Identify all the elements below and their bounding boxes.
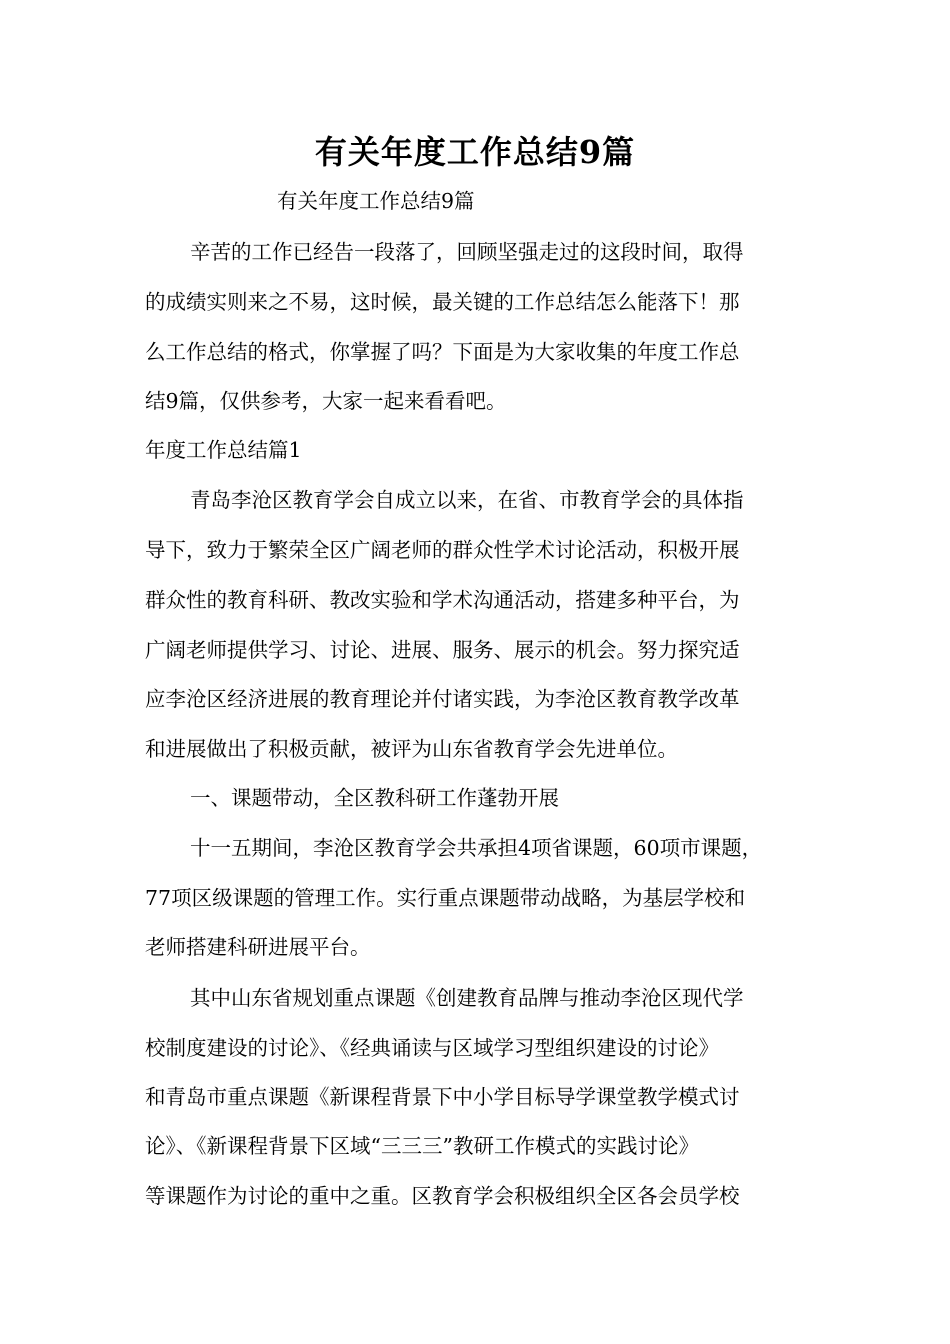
- paragraph-line: 十一五期间，李沧区教育学会共承担4项省课题，60项市课题，: [190, 836, 763, 860]
- paragraph-line: 其中山东省规划重点课题《创建教育品牌与推动李沧区现代学: [190, 986, 744, 1010]
- paragraph-line: 结9篇，仅供参考，大家一起来看看吧。: [145, 389, 507, 413]
- subsection-heading: 一、课题带动，全区教科研工作蓬勃开展: [190, 786, 559, 810]
- paragraph-line: 辛苦的工作已经告一段落了，回顾坚强走过的这段时间，取得: [190, 240, 744, 264]
- paragraph-line: 应李沧区经济进展的教育理论并付诸实践，为李沧区教育教学改革: [145, 687, 740, 711]
- section-heading: 年度工作总结篇1: [145, 438, 302, 462]
- paragraph-line: 等课题作为讨论的重中之重。区教育学会积极组织全区各会员学校: [145, 1184, 740, 1208]
- paragraph-line: 和青岛市重点课题《新课程背景下中小学目标导学课堂教学模式讨: [145, 1085, 740, 1109]
- paragraph-line: 77项区级课题的管理工作。实行重点课题带动战略，为基层学校和: [145, 886, 746, 910]
- paragraph-line: 青岛李沧区教育学会自成立以来，在省、市教育学会的具体指: [190, 488, 744, 512]
- paragraph-line: 老师搭建科研进展平台。: [145, 935, 371, 959]
- paragraph-line: 和进展做出了积极贡献，被评为山东省教育学会先进单位。: [145, 737, 678, 761]
- paragraph-line: 论》、《新课程背景下区域“三三三”教研工作模式的实践讨论》: [145, 1134, 699, 1158]
- paragraph-line: 校制度建设的讨论》、《经典诵读与区域学习型组织建设的讨论》: [145, 1036, 719, 1060]
- document-title: 有关年度工作总结9篇: [314, 133, 636, 171]
- paragraph-line: 广阔老师提供学习、讨论、进展、服务、展示的机会。努力探究适: [145, 638, 740, 662]
- paragraph-line: 群众性的教育科研、教改实验和学术沟通活动，搭建多种平台，为: [145, 588, 740, 612]
- document-subtitle: 有关年度工作总结9篇: [277, 189, 475, 213]
- paragraph-line: 的成绩实则来之不易，这时候，最关键的工作总结怎么能落下！那: [145, 290, 740, 314]
- paragraph-line: 么工作总结的格式，你掌握了吗？下面是为大家收集的年度工作总: [145, 340, 740, 364]
- paragraph-line: 导下，致力于繁荣全区广阔老师的群众性学术讨论活动，积极开展: [145, 538, 740, 562]
